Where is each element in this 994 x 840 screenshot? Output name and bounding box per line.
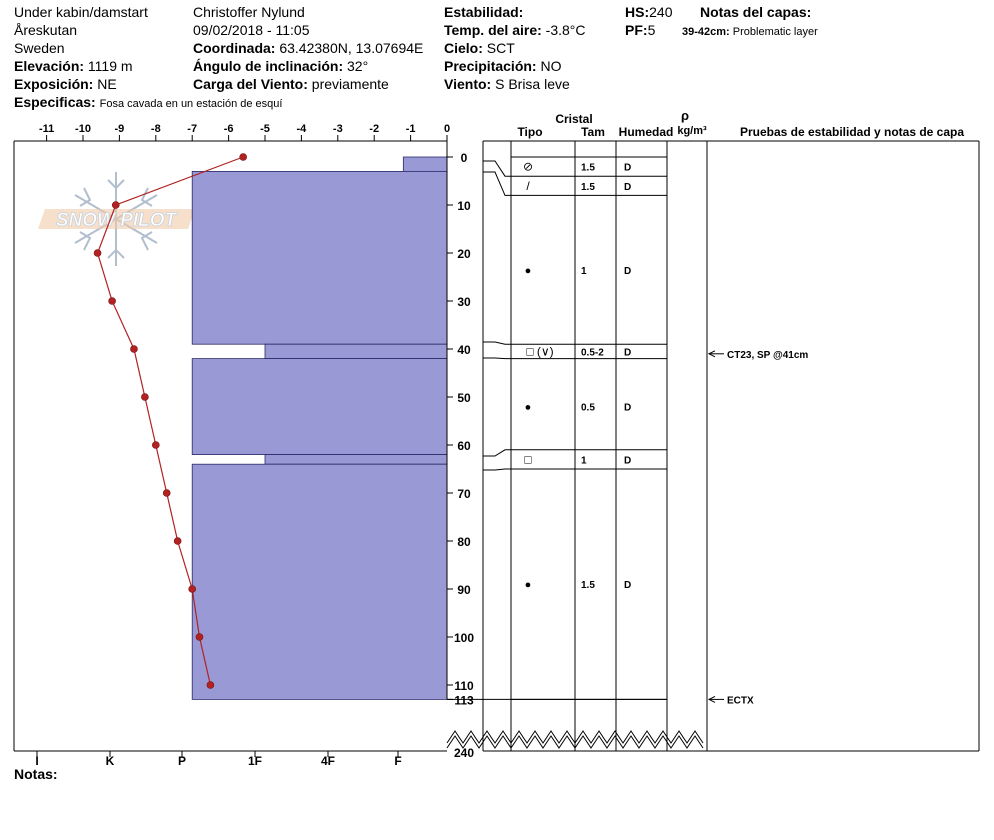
depth-tick-label: 10 — [457, 199, 471, 213]
hardness-bar — [192, 359, 447, 455]
aspect-value: NE — [97, 76, 117, 92]
layer-connector-line — [483, 342, 511, 344]
layer-crystal-symbol: ● — [524, 401, 532, 414]
layer-notes-label: Notas del capas: — [700, 4, 812, 20]
temperature-point — [189, 586, 196, 593]
layer-moisture: D — [624, 402, 632, 414]
layer-crystal-symbol: □ — [524, 452, 532, 467]
layer-size: 1 — [581, 265, 587, 277]
layer-moisture: D — [624, 265, 632, 277]
hardness-tick-label: P — [177, 754, 187, 768]
depth-tick-label: 110 — [454, 679, 474, 693]
temperature-point — [109, 298, 116, 305]
precip-value: NO — [540, 58, 562, 74]
specifics-value: Fosa cavada en un estación de esquí — [99, 98, 283, 110]
precip-label: Precipitación: — [444, 58, 537, 74]
datetime: 09/02/2018 - 11:05 — [193, 22, 310, 38]
layer-note-depth: 39-42cm: — [682, 26, 730, 38]
observer: Christoffer Nylund — [193, 4, 305, 20]
column-header-moisture: Humedad — [618, 125, 674, 139]
hardness-tick-label: I — [35, 754, 39, 768]
column-header-density: ρ — [680, 108, 690, 123]
aspect-label: Exposición: — [14, 76, 94, 92]
hardness-bar — [265, 344, 447, 358]
temp-tick-label: -4 — [296, 123, 307, 135]
hs-value: 240 — [649, 4, 673, 20]
wind-value: S Brisa leve — [495, 76, 570, 92]
wind-label: Viento: — [444, 76, 492, 92]
hardness-bar — [403, 157, 447, 171]
air-temp-label: Temp. del aire: — [444, 22, 542, 38]
temp-tick-label: -8 — [150, 123, 161, 135]
depth-tick-label: 20 — [457, 247, 471, 261]
elevation-label: Elevación: — [14, 58, 85, 74]
column-header-tests: Pruebas de estabilidad y notas de capa — [739, 125, 965, 139]
elevation-value: 1119 m — [87, 58, 133, 74]
coord-value: 63.42380N, 13.07694E — [279, 40, 424, 56]
temperature-point — [152, 442, 159, 449]
coord-label: Coordinada: — [193, 40, 276, 56]
hardness-tick-label: 4F — [320, 754, 336, 768]
depth-tick-label: 80 — [457, 535, 471, 549]
layer-connector-line — [483, 358, 511, 359]
temp-tick-label: -1 — [405, 123, 416, 135]
temp-tick-label: -3 — [332, 123, 343, 135]
layer-size: 1.5 — [581, 580, 595, 592]
depth-tick-label: 60 — [457, 439, 471, 453]
hardness-bar — [192, 171, 447, 344]
temperature-point — [240, 154, 247, 161]
temperature-point — [112, 202, 119, 209]
notes-label: Notas: — [14, 766, 58, 782]
slope-value: 32° — [347, 58, 369, 74]
temp-tick-label: -5 — [260, 123, 270, 135]
temperature-point — [196, 634, 203, 641]
air-temp-value: -3.8°C — [545, 22, 586, 38]
temp-tick-label: -10 — [75, 123, 91, 135]
column-header-density-unit: kg/m³ — [677, 125, 707, 137]
layer-connector-line — [483, 161, 511, 176]
layer-size: 0.5-2 — [581, 347, 604, 359]
column-header-type: Tipo — [517, 125, 543, 139]
layer-size: 0.5 — [581, 402, 595, 414]
temperature-point — [130, 346, 137, 353]
depth-tick-label: 50 — [457, 391, 471, 405]
temperature-point — [207, 682, 214, 689]
layer-moisture: D — [624, 162, 632, 174]
temp-tick-label: -2 — [369, 123, 380, 135]
layer-size: 1.5 — [581, 162, 595, 174]
wind-load-value: previamente — [311, 76, 389, 92]
depth-tick-label: 90 — [457, 583, 471, 597]
layer-crystal-symbol: ● — [524, 579, 532, 592]
column-header-size: Tam — [581, 125, 605, 139]
temp-tick-label: -7 — [187, 123, 198, 135]
temp-tick-label: -6 — [223, 123, 234, 135]
depth-tick-label: 30 — [457, 295, 471, 309]
depth-tick-label: 100 — [453, 631, 475, 645]
depth-tick-label: 70 — [457, 487, 471, 501]
layer-note-text: Problematic layer — [732, 26, 818, 38]
temp-tick-label: -9 — [114, 123, 125, 135]
hardness-bar — [192, 464, 447, 699]
stability-test-label: ECTX — [727, 695, 754, 707]
temperature-point — [174, 538, 181, 545]
hardness-tick-label: F — [394, 754, 402, 768]
layer-connector-line — [483, 469, 511, 470]
hardness-bar — [265, 455, 447, 465]
hardness-tick-label: 1F — [247, 754, 263, 768]
layer-crystal-symbol: / — [526, 178, 530, 193]
temperature-point — [94, 250, 101, 257]
layer-crystal-symbol: ● — [524, 264, 532, 277]
stability-label: Estabilidad: — [444, 4, 524, 20]
depth-tick-label: 40 — [457, 343, 471, 357]
hs-label: HS: — [625, 4, 650, 20]
location: Under kabin/damstart — [14, 4, 148, 20]
temperature-point — [163, 490, 170, 497]
layer-crystal-symbol: ⊘ — [522, 159, 534, 174]
snowpilot-logo — [38, 209, 195, 231]
sky-value: SCT — [486, 40, 515, 56]
pf-label: PF: — [625, 22, 648, 38]
slope-label: Ángulo de inclinación: — [193, 58, 344, 74]
stability-test-label: CT23, SP @41cm — [727, 349, 809, 361]
depth-bottom-label: 240 — [453, 746, 475, 760]
country: Sweden — [14, 40, 65, 56]
hardness-tick-label: K — [105, 754, 115, 768]
temp-tick-label: 0 — [443, 123, 451, 135]
column-header-crystal: Cristal — [555, 112, 593, 126]
layer-size: 1.5 — [581, 181, 595, 193]
specifics-label: Especificas: — [14, 94, 96, 110]
logo-text: SNOW PILOT — [55, 210, 177, 231]
layer-moisture: D — [624, 181, 632, 193]
layer-moisture: D — [624, 580, 632, 592]
depth-tick-label: 113 — [454, 693, 474, 708]
layer-connector-line — [483, 450, 511, 456]
sky-label: Cielo: — [444, 40, 483, 56]
depth-tick-label: 0 — [460, 151, 468, 165]
wind-load-label: Carga del Viento: — [193, 76, 308, 92]
region: Åreskutan — [14, 22, 78, 38]
temperature-point — [141, 394, 148, 401]
pf-value: 5 — [647, 22, 656, 38]
layer-size: 1 — [581, 455, 587, 467]
layer-moisture: D — [624, 455, 632, 467]
layer-moisture: D — [624, 347, 632, 359]
temp-tick-label: -11 — [38, 123, 55, 135]
layer-connector-line — [483, 172, 511, 195]
layer-crystal-symbol: □ (∨) — [526, 344, 554, 359]
